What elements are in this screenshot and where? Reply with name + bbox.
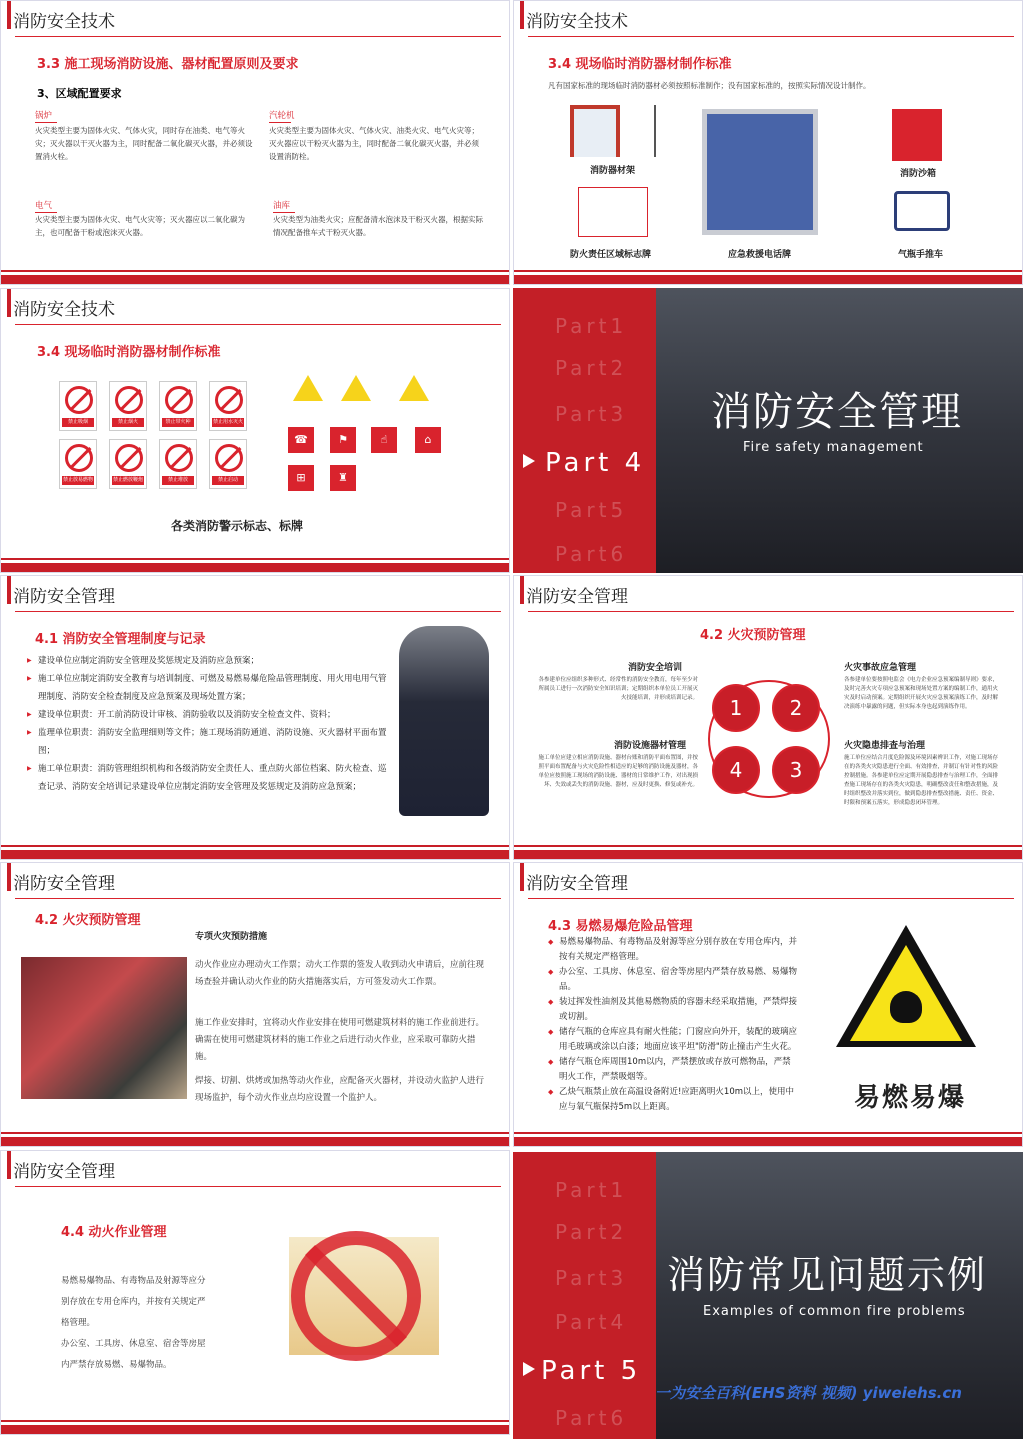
bullet-item: ▶ 建设单位应制定消防安全管理及奖惩规定及消防应急预案； (27, 652, 389, 670)
hydrant-icon: ♜ (330, 465, 356, 491)
part-menu-item[interactable]: Part4 (555, 1310, 628, 1334)
slide-3-4-equipment (513, 0, 1023, 285)
warning-triangle-icon (341, 375, 371, 401)
part-subtitle: Examples of common fire problems (703, 1304, 966, 1319)
bullet-item: ◆ 储存气瓶的仓库应具有耐火性能；门窗应向外开，装配的玻璃应用毛玻璃或涂以白漆；地面应该平坦"防滑"防止撞击产生火花。 (548, 1025, 798, 1055)
sand-box-caption: 消防沙箱 (900, 169, 937, 179)
cylinder-cart-image (894, 191, 950, 231)
active-part-arrow-icon (523, 454, 535, 468)
footer-bar (1, 850, 509, 859)
footer-bar (514, 1137, 1022, 1146)
footer-bar (514, 275, 1022, 284)
bullet-list (548, 935, 798, 1115)
slide-header: 消防安全管理 (526, 869, 628, 894)
sand-box-image (892, 109, 942, 161)
prohibition-sign (159, 381, 197, 431)
warning-triangle-icon (399, 375, 429, 401)
bullet-item: ▶ 施工单位职责：消防管理组织机构和各级消防安全责任人、重点防火部位档案、防火检查、巡查记录、消防安全培训记录建设单位应制定消防安全管理及奖惩规定及消防应急预案； (27, 760, 389, 796)
footer-line (1, 1420, 509, 1422)
turbine-label: 汽轮机 (269, 111, 295, 121)
block-text: 施工单位应建立相应消防设施、器材台账和消防平面布置图，并按照平面布置配备与火灾危险性相适应的足够的消防设施及器材，各单位应按照施工现场的消防设施、器材的日常维护工作，对出现损坏、失效或丢失的消防设施、器材，应及时更换、修复或补充。 (538, 755, 698, 788)
petal-3: 3 (772, 746, 820, 794)
section-title: 4.1 消防安全管理制度与记录 (35, 632, 206, 647)
slide-header: 消防安全技术 (13, 295, 115, 320)
responsibility-sign-caption: 防火责任区域标志牌 (570, 250, 652, 260)
slide-header: 消防安全管理 (13, 869, 115, 894)
warning-triangle-icon (293, 375, 323, 401)
prohibition-icon (215, 444, 243, 472)
flammable-label: 易燃易爆 (854, 1083, 967, 1113)
section-title: 4.2 火灾预防管理 (35, 913, 141, 928)
part-menu-item[interactable]: Part1 (555, 314, 628, 338)
phone-board-caption: 应急救援电话牌 (728, 250, 792, 260)
prohibition-sign (209, 381, 247, 431)
footer-bar (1, 1137, 509, 1146)
bullet-item: ▶ 监理单位职责：消防安全监理细则等文件；施工现场消防通道、消防设施、灭火器材平面布置图； (27, 724, 389, 760)
petal-4: 4 (712, 746, 760, 794)
footer-bar (1, 275, 509, 284)
boiler-text: 火灾类型主要为固体火灾、气体火灾，同时存在油类、电气等火灾；灭火器以干灭火器为主，同时配备二氧化碳灭火器，并必须设置消火栓。 (35, 126, 253, 161)
part-menu-item[interactable]: Part5 (555, 498, 628, 522)
sign-label: 禁止启动 (212, 476, 244, 485)
prohibition-icon (65, 386, 93, 414)
block-text: 各参建单位应组织多种形式、经常性的消防安全教育，每年至少对所属员工进行一次消防安全知识培训；定期组织本单位员工开展灭火技能培训，并形成培训记录。 (538, 677, 698, 701)
slide-4-4 (0, 1150, 510, 1435)
subsection-title: 3、区域配置要求 (37, 87, 122, 100)
header-divider (15, 1186, 501, 1187)
part4-title-slide (513, 288, 1023, 573)
turbine-text: 火灾类型主要为固体火灾、气体火灾、油类火灾、电气火灾等；灭火器应以干粉灭火器为主，同时配备二氧化碳灭火器，并必须设置消防栓。 (269, 126, 479, 161)
block-title: 消防设施器材管理 (614, 741, 687, 751)
section-title: 3.3 施工现场消防设施、器材配置原则及要求 (37, 57, 299, 72)
slide-4-3 (513, 862, 1023, 1147)
part-menu-item[interactable]: Part1 (555, 1178, 628, 1202)
bullet-item: ▶ 建设单位职责：开工前消防设计审核、消防验收以及消防安全检查文件、资料； (27, 706, 389, 724)
cylinder-cart-caption: 气瓶手推车 (898, 250, 944, 260)
footer-line (1, 558, 509, 560)
part-menu-item[interactable]: Part3 (555, 1266, 628, 1290)
part-menu-item[interactable]: Part6 (555, 1406, 628, 1430)
prohibition-icon (115, 444, 143, 472)
flame-icon (890, 991, 922, 1023)
fire-alarm-icon: ☝ (371, 427, 397, 453)
section-title: 3.4 现场临时消防器材制作标准 (548, 57, 732, 72)
slide-header: 消防安全管理 (13, 582, 115, 607)
sign-label: 禁止燃放鞭炮 (112, 477, 143, 483)
footer-line (514, 1132, 1022, 1134)
prohibition-icon (65, 444, 93, 472)
sign-label: 禁止带火种 (162, 418, 194, 427)
responsibility-sign-image (578, 187, 648, 237)
bullet-item: ◆ 办公室、工具房、休息室、宿舍等房屋内严禁存放易燃、易爆物品。 (548, 965, 798, 995)
prohibition-icon (115, 386, 143, 414)
sign-label: 禁止用水灭火 (212, 419, 243, 425)
footer-line (514, 845, 1022, 847)
prohibition-icon (165, 386, 193, 414)
prohibition-sign (109, 439, 147, 489)
bullet-item: ◆ 乙炔气瓶禁止放在高温设备附近!应距离明火10m以上，使用中应与氧气瓶保持5m以上距离。 (548, 1085, 798, 1115)
block-title: 火灾事故应急管理 (844, 663, 917, 673)
slide-3-4-signs (0, 288, 510, 573)
subsection-title: 专项火灾预防措施 (195, 932, 268, 942)
footer-line (514, 270, 1022, 272)
paragraph: 易燃易爆物品、有毒物品及射源等应分别存放在专用仓库内，并按有关规定严格管理。 (61, 1276, 206, 1328)
footer-line (1, 270, 509, 272)
part-menu-item-active[interactable]: Part 4 (545, 448, 646, 478)
sign-label: 禁止放易燃物 (62, 477, 93, 483)
slide-header: 消防安全技术 (13, 7, 115, 32)
part-title: 消防常见问题示例 (667, 1253, 988, 1297)
bullet-item: ▶ 施工单位应制定消防安全教育与培训制度、可燃及易燃易爆危险品管理制度、用火用电用气管理制度、消防安全检查制度及应急预案及现场处置方案； (27, 670, 389, 706)
sign-label: 禁止堆放 (162, 476, 194, 485)
rack-dimension-drawing (654, 105, 656, 157)
header-divider (15, 898, 501, 899)
section-title: 4.2 火灾预防管理 (700, 628, 806, 643)
block-text: 施工单位应结合月度危险源及环境因素辨识工作，对施工现场存在的各类火灾隐患进行全面、有效排查，并制订有针对性的风险控制措施。各参建单位应定期开展隐患排查与治理工作，全面排查施工现场存在的各类火灾隐患，明确整改责任和整改措施，及时组织整改并落实到位，做到隐患排查整改措施、责任、资金、时限和预案五落实，形成隐患闭环管理。 (844, 755, 999, 806)
emergency-phone-board (702, 109, 818, 235)
part-subtitle: Fire safety management (743, 440, 924, 455)
footer-bar (1, 563, 509, 572)
slide-header: 消防安全管理 (526, 582, 628, 607)
part-title: 消防安全管理 (711, 389, 963, 435)
section-title: 3.4 现场临时消防器材制作标准 (37, 345, 221, 360)
header-divider (15, 324, 501, 325)
intro-text: 凡有国家标准的现场临时消防器材必须按照标准制作；没有国家标准的，按照实际情况设计制作。 (548, 81, 871, 90)
slide-4-2-diagram (513, 575, 1023, 860)
footer-bar (1, 1425, 509, 1434)
section-title: 4.4 动火作业管理 (61, 1225, 167, 1240)
header-divider (528, 611, 1014, 612)
prohibition-icon (165, 444, 193, 472)
bullet-item: ◆ 储存气瓶仓库周围10m以内，严禁摆放或存放可燃物品，严禁明火工作，严禁吸烟等。 (548, 1055, 798, 1085)
header-divider (528, 36, 1014, 37)
part-menu-item-active[interactable]: Part 5 (541, 1356, 642, 1386)
part-menu-item[interactable]: Part3 (555, 402, 628, 426)
header-divider (528, 898, 1014, 899)
fire-phone-icon: ☎ (288, 427, 314, 453)
inspection-photo (21, 957, 187, 1099)
part-menu-item[interactable]: Part6 (555, 542, 628, 566)
part-menu-item[interactable]: Part2 (555, 356, 628, 380)
oil-label: 油库 (273, 199, 295, 213)
petal-1: 1 (712, 684, 760, 732)
footer-line (1, 845, 509, 847)
header-divider (15, 36, 501, 37)
slide-3-3 (0, 0, 510, 285)
block-title: 火灾隐患排查与治理 (844, 741, 926, 751)
signs-caption: 各类消防警示标志、标牌 (171, 519, 304, 533)
bullet-item: ◆ 装过挥发性油剂及其他易燃物质的容器未经采取措施，严禁焊接或切割。 (548, 995, 798, 1025)
slide-4-2-measures (0, 862, 510, 1147)
part5-title-slide (513, 1152, 1023, 1439)
active-part-arrow-icon (523, 1362, 535, 1376)
slide-header: 消防安全技术 (526, 7, 628, 32)
ladder-icon: ⊞ (288, 465, 314, 491)
header-divider (15, 611, 501, 612)
footer-bar (514, 850, 1022, 859)
firefighter-image (399, 626, 489, 816)
footer-line (1, 1132, 509, 1134)
hose-icon: ⌂ (415, 427, 441, 453)
section-title: 4.3 易燃易爆危险品管理 (548, 919, 693, 934)
slide-4-1 (0, 575, 510, 860)
elec-label: 电气 (35, 199, 57, 213)
boiler-label: 锅炉 (35, 109, 57, 123)
block-title: 消防安全培训 (628, 663, 683, 673)
prohibition-sign (59, 381, 97, 431)
prohibition-sign (59, 439, 97, 489)
prohibition-sign (159, 439, 197, 489)
extinguisher-rack-image (570, 105, 620, 157)
paragraph: 动火作业应办理动火工作票；动火工作票的签发人收到动火申请后，应前往现场查验并确认动火作业的防火措施落实后，方可签发动火工作票。 (195, 960, 485, 987)
sign-label: 禁止吸烟 (62, 418, 94, 427)
watermark-text: 一为安全百科(EHS资料 视频) yiweiehs.cn (655, 1384, 962, 1402)
oil-text: 火灾类型为油类火灾；应配备清水泡沫及干粉灭火器，根据实际情况配备推车式干粉灭火器。 (273, 215, 483, 237)
petal-2: 2 (772, 684, 820, 732)
slide-header: 消防安全管理 (13, 1157, 115, 1182)
bullet-list (27, 652, 389, 796)
prohibition-sign (109, 381, 147, 431)
extinguisher-icon: ⚑ (330, 427, 356, 453)
paragraph: 施工作业安排时，宜将动火作业安排在使用可燃建筑材料的施工作业前进行。确需在使用可燃建筑材料的施工作业之后进行动火作业，应采取可靠防火措施。 (195, 1018, 485, 1062)
part-menu-item[interactable]: Part2 (555, 1220, 628, 1244)
elec-text: 火灾类型主要为固体火灾、电气火灾等；灭火器应以二氧化碳为主，也可配备干粉或泡沫灭火器。 (35, 215, 245, 237)
paragraph: 办公室、工具房、休息室、宿舍等房屋内严禁存放易燃、易爆物品。 (61, 1339, 206, 1370)
block-text: 各参建单位要按照电监会《电力企业应急预案编制导则》要求，及时完善火灾专项应急预案和现场处置方案的编制工作，通用火灾及时启动预案。定期组织开展火灾应急预案演练工作，及时解决演练中暴露的问题，但实际本身也起到演练作用。 (844, 677, 999, 710)
paragraph: 焊接、切割、烘烤或加热等动火作业，应配备灭火器材，并设动火监护人进行现场监护，每个动火作业点均应设置一个监护人。 (195, 1076, 485, 1103)
prohibition-icon (215, 386, 243, 414)
sign-label: 禁止烟火 (112, 418, 144, 427)
rack-caption: 消防器材架 (590, 166, 636, 176)
bullet-item: ◆ 易燃易爆物品、有毒物品及射源等应分别存放在专用仓库内，并按有关规定严格管理。 (548, 935, 798, 965)
prohibition-sign (209, 439, 247, 489)
